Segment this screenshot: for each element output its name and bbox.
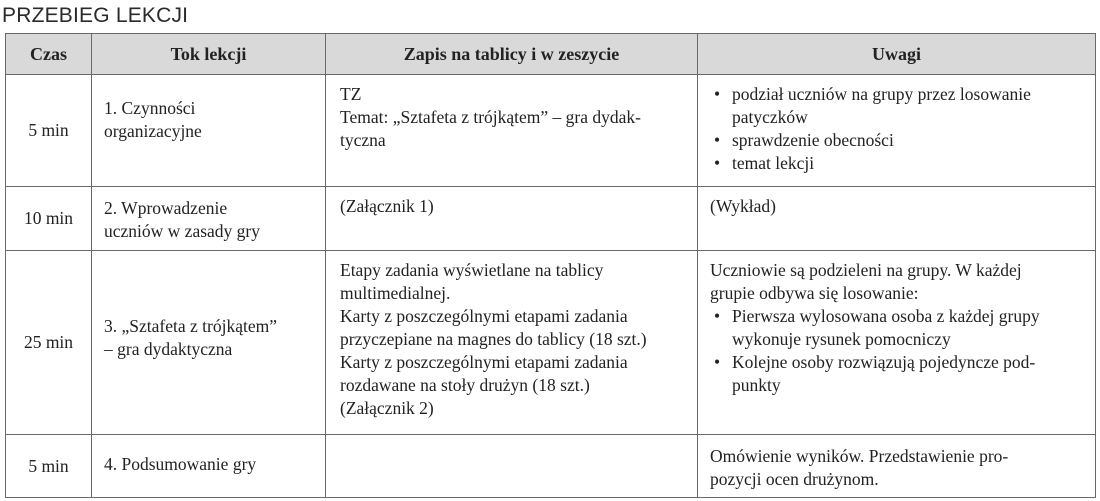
board-text-line: przyczepiane na magnes do tablicy (18 szt.) <box>340 329 647 349</box>
bullet-text-line: • podział uczniów na grupy przez losowanie <box>732 84 1031 104</box>
step-cell <box>92 187 326 251</box>
step-text-line: uczniów w zasady gry <box>104 221 260 241</box>
header-notes: Uwagi <box>698 34 1096 75</box>
notes-bullet-item <box>710 129 1087 152</box>
header-time: Czas <box>6 34 92 75</box>
page-title: PRZEBIEG LEKCJI <box>2 4 189 27</box>
notes-bullet-item <box>710 305 1087 351</box>
step-cell <box>92 75 326 187</box>
board-text-line: multimedialnej. <box>340 283 451 303</box>
step-text-line: 4. Podsumowanie gry <box>104 454 257 474</box>
notes-cell <box>698 435 1096 498</box>
board-cell <box>326 251 698 435</box>
notes-text-line: grupie odbywa się losowanie: <box>710 283 919 303</box>
lesson-plan-table <box>5 33 1096 498</box>
time-cell: 5 min <box>6 435 92 498</box>
notes-text-line: Omówienie wyników. Przedstawienie pro- <box>710 446 1009 466</box>
header-step: Tok lekcji <box>92 34 326 75</box>
bullet-text-line: wykonuje rysunek pomocniczy <box>732 329 951 349</box>
notes-cell <box>698 187 1096 251</box>
notes-cell <box>698 251 1096 435</box>
board-text-line: (Załącznik 1) <box>340 196 434 216</box>
bullet-text-line: • temat lekcji <box>732 153 815 173</box>
step-text-line: organizacyjne <box>104 121 202 141</box>
board-cell <box>326 75 698 187</box>
board-text-line: Temat: „Sztafeta z trójkątem” – gra dydak- <box>340 107 641 127</box>
step-cell <box>92 251 326 435</box>
step-text-line: 2. Wprowadzenie <box>104 198 228 218</box>
notes-text-line: Uczniowie są podzieleni na grupy. W każdej <box>710 260 1022 280</box>
notes-bullet-list <box>710 83 1087 175</box>
bullet-text-line: • Kolejne osoby rozwiązują pojedyncze pod- <box>732 352 1036 372</box>
time-cell: 25 min <box>6 251 92 435</box>
table-row <box>6 75 1096 187</box>
notes-cell <box>698 75 1096 187</box>
table-row <box>6 435 1096 498</box>
board-text-line: Karty z poszczególnymi etapami zadania <box>340 306 628 326</box>
board-text-line: (Załącznik 2) <box>340 398 434 418</box>
bullet-text-line: • Pierwsza wylosowana osoba z każdej grupy <box>732 306 1040 326</box>
table-header-row <box>6 34 1096 75</box>
board-cell <box>326 435 698 498</box>
notes-bullet-item <box>710 83 1087 129</box>
notes-text-line: (Wykład) <box>710 196 777 216</box>
notes-bullet-list <box>710 305 1087 397</box>
board-text-line: Karty z poszczególnymi etapami zadania <box>340 352 628 372</box>
bullet-text-line: patyczków <box>732 107 808 127</box>
notes-text-line: pozycji ocen drużynom. <box>710 469 879 489</box>
header-board: Zapis na tablicy i w zeszycie <box>326 34 698 75</box>
table-row <box>6 251 1096 435</box>
board-text-line: TZ <box>340 84 362 104</box>
board-cell <box>326 187 698 251</box>
notes-bullet-item <box>710 152 1087 175</box>
step-text-line: 1. Czynności <box>104 98 196 118</box>
time-cell: 5 min <box>6 75 92 187</box>
board-text-line: Etapy zadania wyświetlane na tablicy <box>340 260 604 280</box>
step-text-line: 3. „Sztafeta z trójkątem” <box>104 316 277 336</box>
board-text-line: tyczna <box>340 130 386 150</box>
table-row <box>6 187 1096 251</box>
step-text-line: – gra dydaktyczna <box>104 339 233 359</box>
bullet-text-line: • sprawdzenie obecności <box>732 130 894 150</box>
notes-bullet-item <box>710 351 1087 397</box>
time-cell: 10 min <box>6 187 92 251</box>
board-text-line: rozdawane na stoły drużyn (18 szt.) <box>340 375 590 395</box>
bullet-text-line: punkty <box>732 375 781 395</box>
step-cell <box>92 435 326 498</box>
